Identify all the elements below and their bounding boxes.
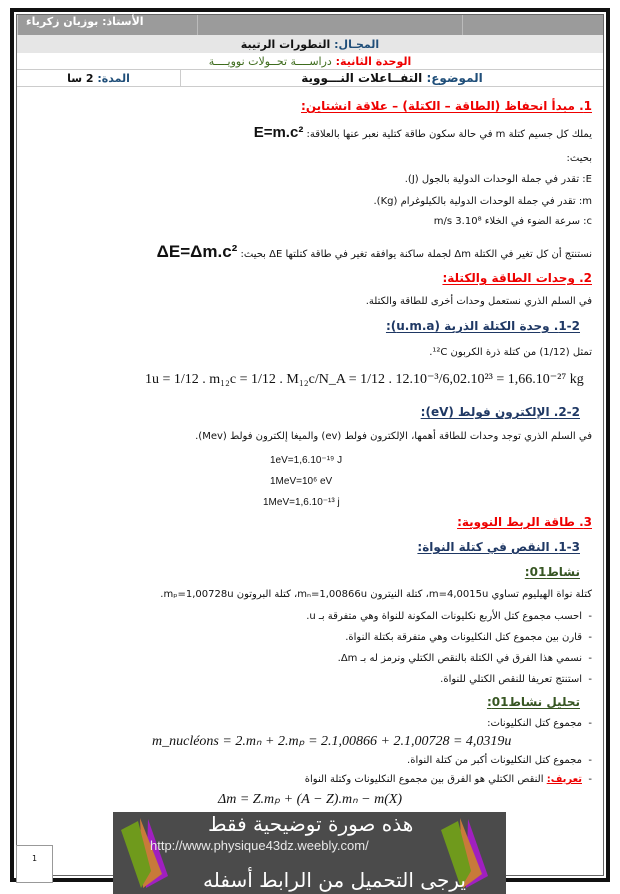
analysis-item: مجموع كتل النكليونات أكبر من كتلة النواة. [407, 755, 582, 766]
analysis-title: تحليل نشاط01: [486, 695, 580, 709]
ev-eq-2: 1MeV=10⁶ eV [270, 476, 333, 487]
header-unit-row [17, 53, 603, 69]
nucleon-sum-formula: m_nucléons = 2.mₙ + 2.mₚ = 2.1,00866 + 2.1,00728 = 4,0319u [152, 734, 512, 749]
amu-formula: 1u = 1/12 . m₁₂c = 1/12 . M₁₂c/N_A = 1/12 . 12.10⁻³/6,02.10²³ = 1,66.10⁻²⁷ kg [145, 372, 584, 387]
topic-cell [181, 71, 603, 85]
duration-cell [17, 70, 181, 86]
def-e: E: تقدر في جملة الوحدات الدولية بالجول (J). [404, 174, 592, 185]
section-1-title: 1. مبدأ انحفاظ (الطاقة – الكتلة) – علاقة انشتاين: [301, 99, 592, 113]
def-m: m: تقدر في جملة الوحدات الدولية بالكيلوغرام (Kg). [373, 196, 592, 207]
domain-label: المجـال: [334, 37, 380, 51]
mass-defect-formula: Δm = Z.mₚ + (A − Z).mₙ − m(X) [218, 792, 403, 807]
units-intro: في السلم الذري نستعمل وحدات أخرى للطاقة والكتلة. [365, 296, 592, 307]
conclusion: نستنتج أن كل تغير في الكتلة Δm لجملة ساكنة يوافقه تغير في طاقة كتلتها ΔE بحيث: ΔE=Δm.c² [156, 242, 592, 261]
ev-intro: في السلم الذري توجد وحدات للطاقة أهمها، الإلكترون فولط (ev) والميغا إلكترون فولط (Mev). [195, 431, 592, 442]
def-c: c: سرعة الضوء في الخلاء 3.10⁸ m/s [433, 216, 592, 227]
header-domain-row [17, 35, 603, 53]
task-item: استنتج تعريفا للنقص الكتلي للنواة. [440, 674, 582, 685]
teacher-name: الأستاذ: بوزيان زكرياء [17, 15, 197, 35]
banner-line-2: يرجى التحميل من الرابط أسفله [203, 868, 466, 892]
unit-label: الوحدة الثانية: [335, 54, 412, 68]
banner-line-1: هذه صورة توضيحية فقط [208, 812, 414, 836]
header-empty-cell [462, 15, 603, 35]
download-link[interactable]: http://www.physique43dz.weebly.com/ [150, 838, 369, 853]
task-item: نسمي هذا الفرق في الكتلة بالنقص الكتلي ونرمز له بـ Δm. [337, 653, 582, 664]
formula-delta-e: ΔE=Δm.c² [156, 242, 238, 261]
domain-value: التطورات الرتيبة [240, 37, 331, 51]
header-topic-row [17, 69, 603, 87]
activity-title: نشاط01: [524, 565, 580, 579]
header-teacher-row [17, 15, 603, 35]
page-number: 1 [16, 845, 53, 883]
subsection-2-2-title: 2-2. الإلكترون فولط (eV): [420, 405, 580, 419]
topic-label: الموضوع: [426, 71, 483, 85]
section-2-title: 2. وحدات الطاقة والكتلة: [442, 271, 592, 285]
definition: تعريف: النقص الكتلي هو الفرق بين مجموع النكليونات وكتلة النواة [304, 774, 582, 785]
duration-label: المدة: [97, 71, 130, 85]
ev-eq-3: 1MeV=1,6.10⁻¹³ j [263, 497, 340, 508]
energy-mass-intro: يملك كل جسيم كتلة m في حالة سكون طاقة كتلية نعبر عنها بالعلاقة: E=m.c² [253, 124, 592, 141]
header-empty-cell [197, 15, 462, 35]
amu-definition: تمثل (1/12) من كتلة ذرة الكربون ¹²C. [429, 347, 592, 358]
task-item: قارن بين مجموع كتل النكليونات وهي متفرقة بكتلة النواة. [345, 632, 582, 643]
unit-value: دراســــة تحــولات نوويــــة [208, 54, 332, 68]
ev-eq-1: 1eV=1,6.10⁻¹⁹ J [270, 455, 343, 466]
section-3-title: 3. طاقة الربط النووية: [457, 515, 592, 529]
analysis-item: مجموع كتل النكليونات: [487, 718, 582, 729]
subsection-3-1-title: 1-3. النقص في كتلة النواة: [417, 540, 580, 554]
duration-value: 2 سا [67, 71, 94, 85]
topic-value: التفــاعلات النـــووية [301, 71, 423, 85]
task-item: احسب مجموع كتل الأربع نكليونات المكونة للنواة وهي متفرقة بـ u. [306, 611, 582, 622]
where-label: بحيث: [566, 153, 592, 164]
subsection-2-1-title: 1-2. وحدة الكتلة الذرية (u.m.a): [385, 319, 580, 333]
activity-data: كتلة نواة الهيليوم تساوي m=4,0015u، كتلة النيترون mₙ=1,00866u، كتلة البروتون mₚ=1,00728u. [160, 589, 592, 600]
formula-e-mc2: E=m.c² [253, 124, 304, 141]
